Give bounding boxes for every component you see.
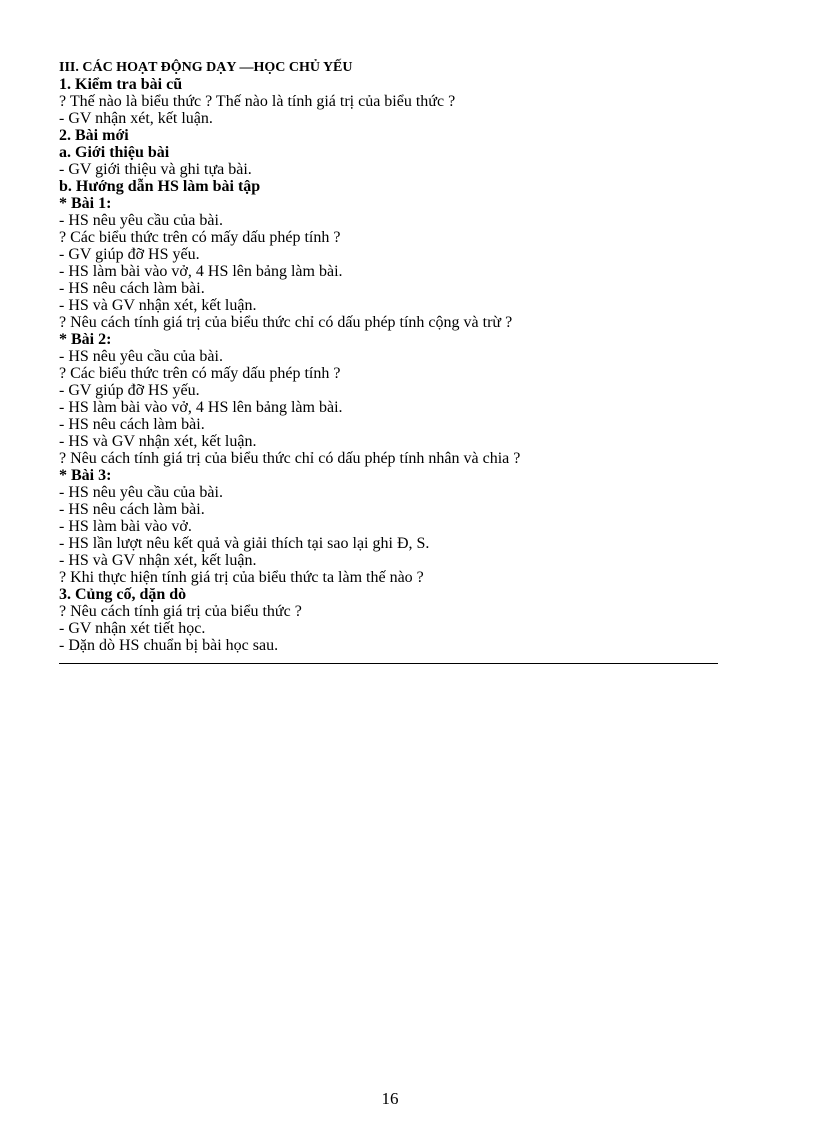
text-line: - HS nêu yêu cầu của bài.: [59, 212, 223, 229]
text-line: - HS và GV nhận xét, kết luận.: [59, 297, 257, 314]
text-line: - GV giúp đỡ HS yếu.: [59, 246, 200, 263]
text-line: ? Khi thực hiện tính giá trị của biểu thức ta làm thế nào ?: [59, 569, 424, 586]
text-line: - HS lần lượt nêu kết quả và giải thích tại sao lại ghi Đ, S.: [59, 535, 430, 552]
heading-line: b. Hướng dẫn HS làm bài tập: [59, 178, 261, 195]
section-title: III. CÁC HOẠT ĐỘNG DẠY —HỌC CHỦ YẾU: [59, 60, 353, 75]
heading-line: * Bài 1:: [59, 195, 112, 212]
text-line: - GV giúp đỡ HS yếu.: [59, 382, 200, 399]
heading-line: 2. Bài mới: [59, 127, 129, 144]
text-line: ? Nêu cách tính giá trị của biểu thức ?: [59, 603, 302, 620]
heading-line: 3. Củng cố, dặn dò: [59, 586, 187, 603]
text-line: - GV giới thiệu và ghi tựa bài.: [59, 161, 252, 178]
text-line: - HS và GV nhận xét, kết luận.: [59, 433, 257, 450]
text-line: - GV nhận xét, kết luận.: [59, 110, 213, 127]
text-line: ? Thế nào là biểu thức ? Thế nào là tính giá trị của biểu thức ?: [59, 93, 456, 110]
text-line: - HS và GV nhận xét, kết luận.: [59, 552, 257, 569]
text-line: - HS làm bài vào vở, 4 HS lên bảng làm bài.: [59, 399, 343, 416]
page-number: 16: [381, 1089, 399, 1108]
text-line: - GV nhận xét tiết học.: [59, 620, 206, 637]
heading-line: a. Giới thiệu bài: [59, 144, 170, 161]
text-line: - HS làm bài vào vở.: [59, 518, 192, 535]
text-line: - HS nêu cách làm bài.: [59, 280, 205, 297]
heading-line: * Bài 2:: [59, 331, 112, 348]
text-line: ? Nêu cách tính giá trị của biểu thức chỉ có dấu phép tính nhân và chia ?: [59, 450, 521, 467]
text-line: ? Các biểu thức trên có mấy dấu phép tính ?: [59, 229, 341, 246]
text-line: - HS nêu cách làm bài.: [59, 416, 205, 433]
lesson-content: [59, 60, 759, 654]
lesson-lines: [59, 76, 759, 654]
heading-line: * Bài 3:: [59, 467, 112, 484]
heading-line: 1. Kiểm tra bài cũ: [59, 76, 183, 93]
text-line: - HS nêu cách làm bài.: [59, 501, 205, 518]
text-line: - Dặn dò HS chuẩn bị bài học sau.: [59, 637, 279, 654]
text-line: - HS làm bài vào vở, 4 HS lên bảng làm bài.: [59, 263, 343, 280]
text-line: - HS nêu yêu cầu của bài.: [59, 484, 223, 501]
horizontal-rule: [59, 663, 718, 664]
text-line: ? Nêu cách tính giá trị của biểu thức chỉ có dấu phép tính cộng và trừ ?: [59, 314, 513, 331]
text-line: - HS nêu yêu cầu của bài.: [59, 348, 223, 365]
text-line: ? Các biểu thức trên có mấy dấu phép tính ?: [59, 365, 341, 382]
